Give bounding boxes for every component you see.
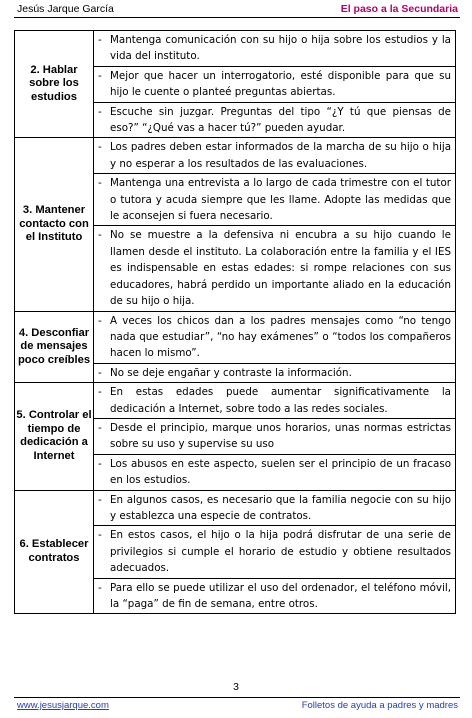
- row-items: [94, 311, 456, 383]
- item-text: En estos casos, el hijo o la hija podrá disfrutar de una serie de privilegios si cumple el horario de estudio y obtiene resultados adecuados.: [110, 529, 451, 575]
- list-item: [94, 174, 455, 226]
- item-text: En estas edades puede aumentar significativamente la dedicación a Internet, sobre todo a las redes sociales.: [110, 386, 451, 415]
- table-row: [15, 490, 456, 614]
- footer-series: Folletos de ayuda a padres y madres: [301, 700, 458, 711]
- item-list: [94, 138, 455, 310]
- page-number: 3: [233, 681, 239, 693]
- list-item: [94, 579, 455, 614]
- item-text: Los padres deben estar informados de la marcha de su hijo o hija y no esperar a los resultados de las evaluaciones.: [110, 141, 451, 170]
- item-text: Para ello se puede utilizar el uso del ordenador, el teléfono móvil, la “paga” de fin de semana, entre otros.: [110, 581, 451, 610]
- advice-table: [14, 30, 456, 614]
- dash-bullet: -: [98, 34, 102, 46]
- table-row: [15, 31, 456, 138]
- item-list: [94, 312, 455, 383]
- list-item: [94, 226, 455, 310]
- row-topic: 6. Establecer contratos: [15, 490, 94, 614]
- footer-divider: [14, 697, 460, 698]
- header-author: Jesús Jarque García: [17, 3, 114, 15]
- list-item: [94, 138, 455, 174]
- dash-bullet: -: [98, 105, 102, 118]
- dash-bullet: -: [98, 141, 102, 154]
- list-item: [94, 419, 455, 455]
- dash-bullet: -: [98, 581, 102, 594]
- item-text: No se deje engañar y contraste la información.: [110, 366, 352, 379]
- list-item: [94, 103, 455, 138]
- dash-bullet: -: [98, 457, 102, 470]
- dash-bullet: -: [98, 366, 102, 379]
- row-topic: 3. Mantener contacto con el Instituto: [15, 138, 94, 311]
- row-topic: 5. Controlar el tiempo de dedicación a Internet: [15, 383, 94, 490]
- item-text: Mantenga comunicación con su hijo o hija sobre los estudios y la vida del instituto.: [110, 34, 451, 63]
- table-row: [15, 138, 456, 311]
- list-item: [94, 67, 455, 103]
- dash-bullet: -: [98, 69, 102, 82]
- row-items: [94, 490, 456, 614]
- item-text: A veces los chicos dan a los padres mensajes como “no tengo nada que estudiar”, “no hay exámenes” o “todos los compañeros hacen lo mismo”.: [110, 314, 451, 360]
- list-item: [94, 31, 455, 67]
- list-item: [94, 491, 455, 527]
- table-row: [15, 311, 456, 383]
- dash-bullet: -: [98, 529, 102, 542]
- item-text: Mantenga una entrevista a lo largo de cada trimestre con el tutor o tutora y acuda siempre que les llame. Adopte las medidas que le aconsejen si fuera necesario.: [110, 177, 451, 223]
- row-topic: 4. Desconfiar de mensajes poco creíbles: [15, 311, 94, 383]
- website-link[interactable]: www.jesusjarque.com: [17, 700, 109, 711]
- header-divider: [14, 17, 460, 18]
- header-title: El paso a la Secundaria: [340, 3, 458, 15]
- list-item: [94, 383, 455, 419]
- item-list: [94, 491, 455, 614]
- list-item: [94, 364, 455, 382]
- dash-bullet: -: [98, 314, 102, 327]
- item-text: Mejor que hacer un interrogatorio, esté disponible para que su hijo le cuente o planteé preguntas abiertas.: [110, 69, 451, 99]
- row-items: [94, 138, 456, 311]
- dash-bullet: -: [98, 386, 102, 399]
- item-text: Desde el principio, marque unos horarios, unas normas estrictas sobre su uso y supervise su uso: [110, 421, 451, 451]
- row-items: [94, 383, 456, 490]
- row-topic: 2. Hablar sobre los estudios: [15, 31, 94, 138]
- row-items: [94, 31, 456, 138]
- item-text: Los abusos en este aspecto, suelen ser el principio de un fracaso en los estudios.: [110, 457, 451, 487]
- item-text: En algunos casos, es necesario que la familia negocie con su hijo y establezca una especie de contratos.: [110, 493, 451, 522]
- dash-bullet: -: [98, 421, 102, 434]
- item-list: [94, 383, 455, 489]
- list-item: [94, 526, 455, 578]
- dash-bullet: -: [98, 177, 102, 190]
- dash-bullet: -: [98, 493, 102, 506]
- list-item: [94, 455, 455, 490]
- item-text: Escuche sin juzgar. Preguntas del tipo “¿Y tú que piensas de eso?” “¿Qué vas a hacer tú?” pueden ayudar.: [110, 105, 451, 135]
- dash-bullet: -: [98, 229, 102, 242]
- table-row: [15, 383, 456, 490]
- item-list: [94, 31, 455, 137]
- list-item: [94, 312, 455, 364]
- item-text: No se muestre a la defensiva ni encubra a su hijo cuando le llamen desde el instituto. La colaboración entre la familia y el IES es indispensable en estas edades: si rompe relaciones con sus educadores, habrá perdido un importante aliado en la educación de su hijo o hija.: [110, 229, 451, 308]
